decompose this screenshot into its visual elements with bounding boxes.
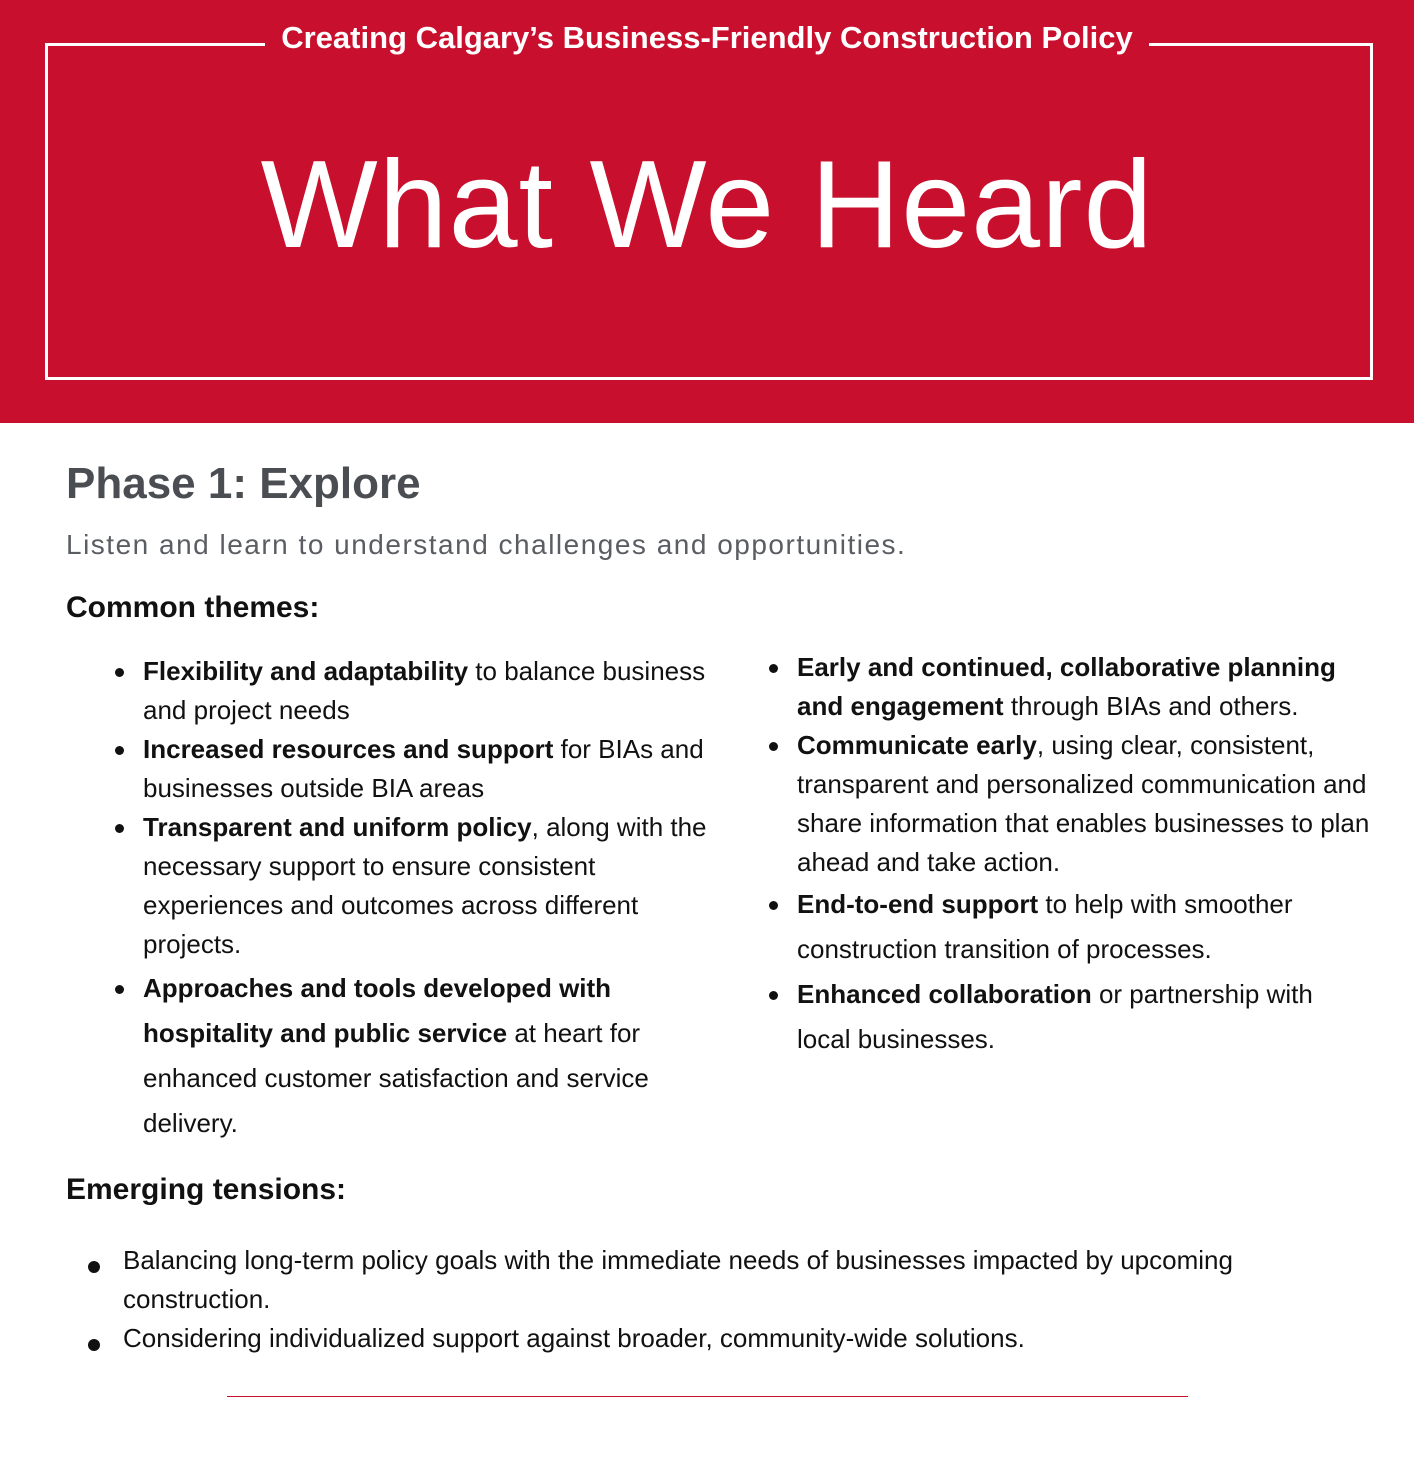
list-item-bold: Increased resources and support (143, 734, 554, 764)
page-title: What We Heard (260, 136, 1154, 274)
list-item (797, 648, 1372, 726)
emerging-tensions-heading: Emerging tensions: (66, 1173, 347, 1206)
list-item (143, 966, 713, 1146)
list-item-bold: Enhanced collaboration (797, 979, 1092, 1009)
common-themes-list-right (797, 648, 1372, 1062)
list-item-bold: End-to-end support (797, 889, 1039, 919)
list-item-text: through BIAs and others. (1003, 691, 1299, 721)
list-item-text: to help with smoother construction transition of processes. (797, 889, 1293, 964)
list-item: Balancing long-term policy goals with the immediate needs of businesses impacted by upcoming construction. (123, 1241, 1373, 1319)
footer-divider (227, 1396, 1188, 1397)
phase-subheading: Listen and learn to understand challenges and opportunities. (66, 529, 907, 560)
list-item-text: to balance business and project needs (143, 656, 706, 725)
common-themes-heading: Common themes: (66, 591, 320, 624)
list-item-text: , using clear, consistent, transparent and personalized communication and share information that enables businesses to plan ahead and take action. (797, 730, 1370, 877)
list-item (143, 730, 713, 808)
list-item (143, 808, 713, 964)
list-item-bold: Communicate early (797, 730, 1037, 760)
header-banner (0, 0, 1414, 423)
list-item-text: , along with the necessary support to ensure consistent experiences and outcomes across different projects. (143, 812, 707, 959)
emerging-tensions-list (123, 1241, 1373, 1358)
list-item-text: for BIAs and businesses outside BIA areas (143, 734, 704, 803)
phase-heading: Phase 1: Explore (66, 459, 421, 508)
list-item-bold: Flexibility and adaptability (143, 656, 469, 686)
list-item-bold: Transparent and uniform policy (143, 812, 532, 842)
list-item (797, 972, 1372, 1062)
list-item: Considering individualized support against broader, community-wide solutions. (123, 1319, 1373, 1358)
list-item (797, 882, 1372, 972)
common-themes-list-left (143, 652, 713, 1146)
list-item (143, 652, 713, 730)
list-item-text: or partnership with local businesses. (797, 979, 1313, 1054)
list-item-bold: Early and continued, collaborative planning and engagement (797, 652, 1336, 721)
banner-subtitle (0, 18, 1414, 58)
list-item-bold: Approaches and tools developed with hospitality and public service (143, 973, 612, 1048)
banner-subtitle-text: Creating Calgary’s Business-Friendly Construction Policy (265, 18, 1149, 58)
list-item (797, 726, 1372, 882)
list-item-text: at heart for enhanced customer satisfaction and service delivery. (143, 1018, 649, 1138)
